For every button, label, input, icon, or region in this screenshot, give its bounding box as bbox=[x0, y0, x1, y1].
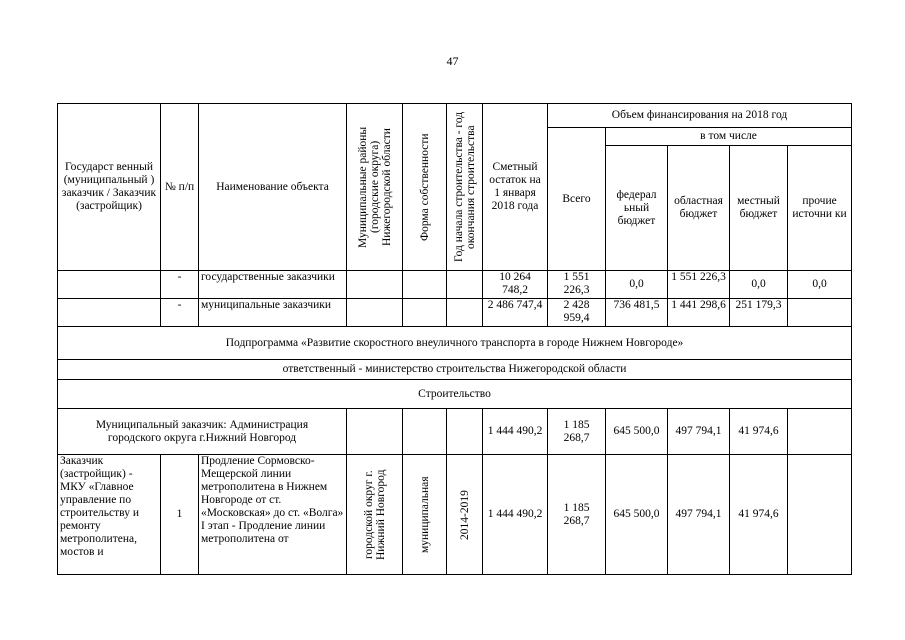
object-ownership: муниципальная bbox=[418, 476, 431, 553]
row-municipal-name: муниципальные заказчики bbox=[199, 299, 347, 327]
row-state-local: 0,0 bbox=[730, 271, 788, 299]
object-ownership-cell bbox=[403, 455, 447, 575]
header-including: в том числе bbox=[606, 128, 852, 146]
object-total: 1 185 268,7 bbox=[548, 455, 606, 575]
page-number: 47 bbox=[446, 54, 459, 68]
table-row-mun-customer bbox=[58, 409, 852, 455]
row-state-balance: 10 264 748,2 bbox=[483, 271, 548, 299]
header-estimated-balance: Сметный остаток на 1 января 2018 года bbox=[483, 104, 548, 271]
row-state-other: 0,0 bbox=[788, 271, 852, 299]
object-regional: 497 794,1 bbox=[668, 455, 730, 575]
row-municipal-balance: 2 486 747,4 bbox=[483, 299, 548, 327]
table-row-responsible bbox=[58, 360, 852, 380]
mun-customer-local: 41 974,6 bbox=[730, 409, 788, 455]
row-state-regional: 1 551 226,3 bbox=[668, 271, 730, 299]
row-state-num: - bbox=[161, 271, 199, 299]
header-object-name: Наименование объекта bbox=[199, 104, 347, 271]
header-ownership: Форма собственности bbox=[418, 133, 431, 241]
header-other: прочие источни ки bbox=[788, 146, 852, 271]
header-years: Год начала строительства - год окончания строительства bbox=[452, 111, 477, 263]
header-row-1 bbox=[58, 104, 852, 128]
header-years-cell bbox=[447, 104, 483, 271]
object-local: 41 974,6 bbox=[730, 455, 788, 575]
row-state-total: 1 551 226,3 bbox=[548, 271, 606, 299]
mun-customer-balance: 1 444 490,2 bbox=[483, 409, 548, 455]
row-municipal-regional: 1 441 298,6 bbox=[668, 299, 730, 327]
header-federal: федерал ьный бюджет bbox=[606, 146, 668, 271]
header-total: Всего bbox=[548, 128, 606, 271]
header-financing-volume: Объем финансирования на 2018 год bbox=[548, 104, 852, 128]
table-row-object bbox=[58, 455, 852, 575]
header-municipal-districts: Муниципальные районы (городские округа) Нижегородской области bbox=[356, 126, 393, 248]
table-row-subprogram bbox=[58, 327, 852, 360]
row-municipal-federal: 736 481,5 bbox=[606, 299, 668, 327]
subprogram-title: Подпрограмма «Развитие скоростного внеуличного транспорта в городе Нижнем Новгороде» bbox=[58, 327, 852, 360]
object-years: 2014-2019 bbox=[458, 489, 471, 540]
object-name: Продление Сормовско-Мещерской линии метрополитена в Нижнем Новгороде от ст. «Московская» до ст. «Волга» I этап - Продление линии метрополитена от bbox=[199, 455, 347, 575]
mun-customer-name: Муниципальный заказчик: Администрация городского округа г.Нижний Новгород bbox=[58, 409, 347, 455]
header-customer: Государст венный (муниципальный ) заказчик / Заказчик (застройщик) bbox=[58, 104, 161, 271]
object-num: 1 bbox=[161, 455, 199, 575]
row-municipal-total: 2 428 959,4 bbox=[548, 299, 606, 327]
mun-customer-total: 1 185 268,7 bbox=[548, 409, 606, 455]
header-local: местный бюджет bbox=[730, 146, 788, 271]
object-balance: 1 444 490,2 bbox=[483, 455, 548, 575]
row-municipal-local: 251 179,3 bbox=[730, 299, 788, 327]
row-municipal-num: - bbox=[161, 299, 199, 327]
header-regional: областная бюджет bbox=[668, 146, 730, 271]
mun-customer-federal: 645 500,0 bbox=[606, 409, 668, 455]
responsible-ministry: ответственный - министерство строительства Нижегородской области bbox=[58, 360, 852, 380]
object-years-cell bbox=[447, 455, 483, 575]
section-construction: Строительство bbox=[58, 380, 852, 409]
object-customer: Заказчик (застройщик) - МКУ «Главное управление по строительству и ремонту метрополитена, мостов и bbox=[58, 455, 161, 575]
table-row-construction bbox=[58, 380, 852, 409]
header-ownership-cell bbox=[403, 104, 447, 271]
object-district: городской округ г. Нижний Новгород bbox=[362, 469, 387, 560]
mun-customer-regional: 497 794,1 bbox=[668, 409, 730, 455]
row-state-federal: 0,0 bbox=[606, 271, 668, 299]
table-row-municipal bbox=[58, 299, 852, 327]
object-district-cell bbox=[347, 455, 403, 575]
financing-table bbox=[57, 103, 852, 575]
header-number: № п/п bbox=[161, 104, 199, 271]
object-federal: 645 500,0 bbox=[606, 455, 668, 575]
table-row-state bbox=[58, 271, 852, 299]
row-municipal-other bbox=[788, 299, 852, 327]
header-municipal-districts-cell bbox=[347, 104, 403, 271]
row-state-name: государственные заказчики bbox=[199, 271, 347, 299]
